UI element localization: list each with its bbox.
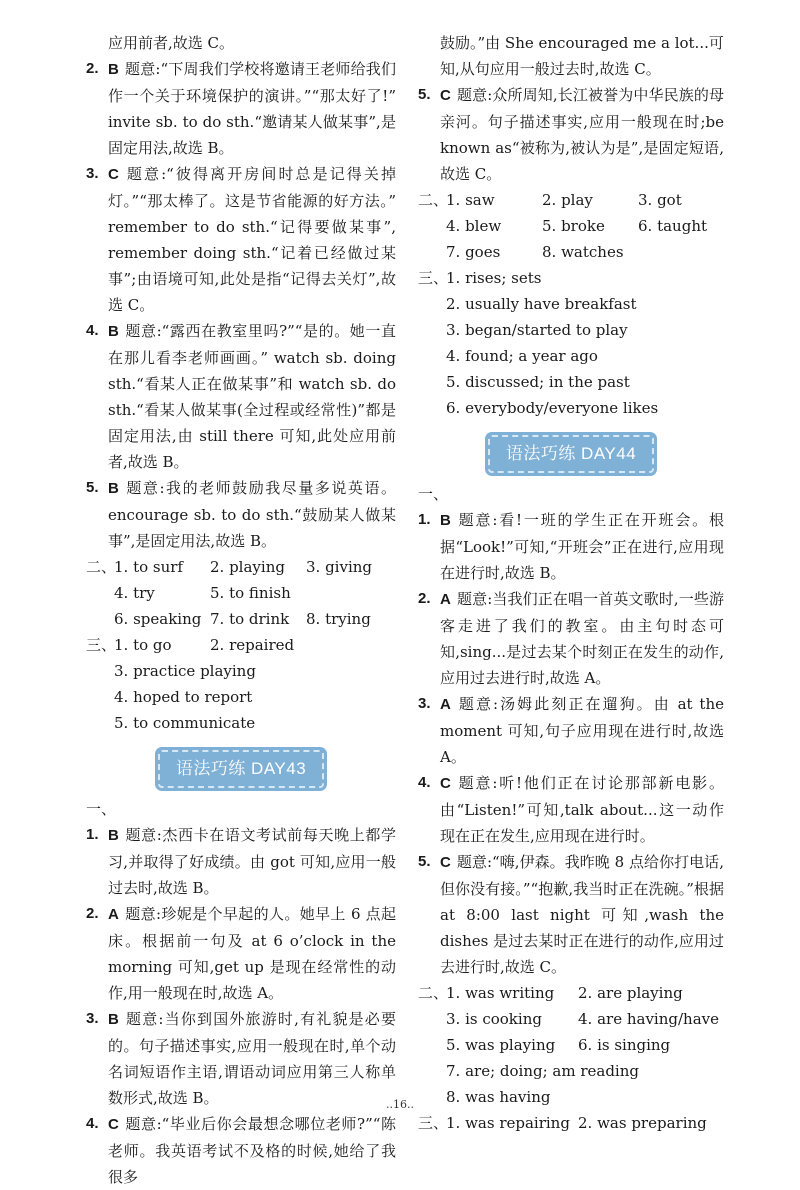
answer: 3. began/started to play xyxy=(446,321,628,339)
answer: 8. was having xyxy=(446,1088,551,1106)
answer-letter: B xyxy=(440,512,451,529)
answer: 2. usually have breakfast xyxy=(446,295,637,313)
section-two-right xyxy=(418,187,724,265)
continuation-text: 鼓励。”由 She encouraged me a lot...可知,从句应用一般过去时,故选 C。 xyxy=(440,34,724,78)
answer: 8. trying xyxy=(306,610,371,628)
answer-item xyxy=(86,475,396,554)
section-label: 三、 xyxy=(418,1114,449,1132)
section-one-label: 一、 xyxy=(418,485,449,503)
explanation: 题意:当我们正在唱一首英文歌时,一些游客走进了我们的教室。由主句时态可知,sing...是过去某个时刻正在发生的动作,应用过去进行时,故选 A。 xyxy=(440,590,724,687)
answer: 2. play xyxy=(542,191,593,209)
answer: 5. to communicate xyxy=(114,714,256,732)
section-three-right xyxy=(418,265,724,421)
answer-letter: B xyxy=(108,61,119,78)
answer: 1. to go xyxy=(114,636,172,654)
answer: 2. was preparing xyxy=(578,1114,707,1132)
answer-letter: C xyxy=(108,166,119,183)
answer-row xyxy=(446,239,724,265)
answer-item xyxy=(86,1006,396,1111)
day43-banner: 语法巧练 DAY43 xyxy=(158,750,324,788)
answer-item xyxy=(86,161,396,318)
explanation: 题意:珍妮是个早起的人。她早上 6 点起床。根据前一句及 at 6 o’clock in the morning 可知,get up 是现在经常性的动作,用一般现在时,故选 A。 xyxy=(108,905,396,1002)
answer: 1. was writing xyxy=(446,984,555,1002)
right-column xyxy=(418,30,724,1136)
answer-letter: C xyxy=(440,854,451,871)
answer: 5. discussed; in the past xyxy=(446,373,630,391)
item-number: 4. xyxy=(86,322,99,339)
answer-item xyxy=(86,822,396,901)
section-two-right-b xyxy=(418,980,724,1110)
explanation: 题意:“下周我们学校将邀请王老师给我们作一个关于环境保护的演讲。”“那太好了!” invite sb. to do sth.“邀请某人做某事”,是固定用法,故选 B。 xyxy=(108,60,396,157)
section-label: 二、 xyxy=(418,984,449,1002)
answer: 5. broke xyxy=(542,217,605,235)
answer: 5. to finish xyxy=(210,584,291,602)
explanation: 题意:汤姆此刻正在遛狗。由 at the moment 可知,句子应用现在进行时,故选 A。 xyxy=(440,695,724,766)
explanation: 题意:“毕业后你会最想念哪位老师?”“陈老师。我英语考试不及格的时候,她给了我很多 xyxy=(108,1115,396,1186)
explanation: 题意:看!一班的学生正在开班会。根据“Look!”可知,“开班会”正在进行,应用现在进行时,故选 B。 xyxy=(440,511,724,582)
section-two-left xyxy=(86,554,396,632)
answer-item xyxy=(418,82,724,187)
section-label: 三、 xyxy=(418,269,449,287)
item-number: 2. xyxy=(86,905,99,922)
answer: 4. hoped to report xyxy=(114,688,253,706)
answer: 1. was repairing xyxy=(446,1114,570,1132)
section-three-left xyxy=(86,632,396,736)
explanation: 题意:“露西在教室里吗?”“是的。她一直在那儿看李老师画画。” watch sb. doing sth.“看某人正在做某事”和 watch sb. do sth.“看某人做某事(全过程或经常性)”都是固定用法,由 still there 可知,此处应用前者,故选 B。 xyxy=(108,322,396,471)
answer: 7. to drink xyxy=(210,610,290,628)
section-label: 二、 xyxy=(86,558,117,576)
answer-row xyxy=(114,606,396,632)
answer: 5. was playing xyxy=(446,1036,556,1054)
answer-letter: A xyxy=(440,591,451,608)
explanation: 题意:当你到国外旅游时,有礼貌是必要的。句子描述事实,应用一般现在时,单个动名词短语作主语,谓语动词应用第三人称单数形式,故选 B。 xyxy=(108,1010,396,1107)
answer-row xyxy=(114,554,396,580)
answer-row xyxy=(446,1110,724,1136)
answer: 7. are; doing; am reading xyxy=(446,1062,639,1080)
section-one-label: 一、 xyxy=(86,800,117,818)
answer: 4. blew xyxy=(446,217,502,235)
answer-letter: B xyxy=(108,1011,119,1028)
answer-letter: B xyxy=(108,480,119,497)
answer: 1. rises; sets xyxy=(446,269,542,287)
answer: 2. playing xyxy=(210,558,285,576)
answer-row xyxy=(446,1032,724,1058)
item-number: 1. xyxy=(418,511,431,528)
answer-row xyxy=(114,580,396,606)
left-column xyxy=(86,30,396,1190)
answer-row xyxy=(446,213,724,239)
explanation: 题意:杰西卡在语文考试前每天晚上都学习,并取得了好成绩。由 got 可知,应用一般过去时,故选 B。 xyxy=(108,826,396,897)
item-number: 3. xyxy=(418,695,431,712)
item-number: 5. xyxy=(86,479,99,496)
item-number: 3. xyxy=(86,1010,99,1027)
answer-letter: B xyxy=(108,323,119,340)
answer: 6. taught xyxy=(638,217,708,235)
answer-letter: A xyxy=(108,906,119,923)
answer: 1. saw xyxy=(446,191,495,209)
item-number: 2. xyxy=(86,60,99,77)
answer-row xyxy=(446,980,724,1006)
item-number: 3. xyxy=(86,165,99,182)
answer-letter: C xyxy=(108,1116,119,1133)
answer: 4. try xyxy=(114,584,155,602)
item-number: 2. xyxy=(418,590,431,607)
answer-item xyxy=(418,586,724,691)
explanation: 题意:“嗨,伊森。我昨晚 8 点给你打电话,但你没有接。”“抱歉,我当时正在洗碗。”根据 at 8:00 last night 可知,wash the dishes 是过去某时正在进行的动作,应用过去进行时,故选 C。 xyxy=(440,853,724,976)
day-banner-wrapper xyxy=(86,750,396,788)
answer-item xyxy=(86,318,396,475)
answer: 4. are having/have xyxy=(578,1010,719,1028)
explanation: 题意:“彼得离开房间时总是记得关掉灯。”“那太棒了。这是节省能源的好方法。” remember to do sth.“记得要做某事”, remember doing sth.“记着已经做过某事”;由语境可知,此处是指“记得去关灯”,故选 C。 xyxy=(108,165,396,314)
item-number: 1. xyxy=(86,826,99,843)
answer: 1. to surf xyxy=(114,558,183,576)
section-three-right-b xyxy=(418,1110,724,1136)
answer-row xyxy=(446,1006,724,1032)
answer: 3. giving xyxy=(306,558,373,576)
item-number: 5. xyxy=(418,86,431,103)
answer: 6. speaking xyxy=(114,610,202,628)
day-banner-wrapper xyxy=(418,435,724,473)
item-number: 4. xyxy=(86,1115,99,1132)
explanation: 题意:我的老师鼓励我尽量多说英语。encourage sb. to do sth.“鼓励某人做某事”,是固定用法,故选 B。 xyxy=(108,479,396,550)
answer: 3. got xyxy=(638,191,682,209)
answer: 3. practice playing xyxy=(114,662,256,680)
answer-letter: C xyxy=(440,87,451,104)
day44-banner: 语法巧练 DAY44 xyxy=(488,435,654,473)
answer: 2. repaired xyxy=(210,636,295,654)
answer: 4. found; a year ago xyxy=(446,347,598,365)
answer: 2. are playing xyxy=(578,984,683,1002)
answer-item xyxy=(86,56,396,161)
explanation: 题意:听!他们正在讨论那部新电影。由“Listen!”可知,talk about...这一动作现在正在发生,应用现在进行时。 xyxy=(440,774,724,845)
answer-item xyxy=(418,770,724,849)
answer-row xyxy=(446,187,724,213)
answer: 6. everybody/everyone likes xyxy=(446,399,659,417)
explanation: 题意:众所周知,长江被誉为中华民族的母亲河。句子描述事实,应用一般现在时;be known as“被称为,被认为是”,是固定短语,故选 C。 xyxy=(440,86,724,183)
answer: 8. watches xyxy=(542,243,624,261)
answer-letter: A xyxy=(440,696,451,713)
answer-item xyxy=(418,691,724,770)
answer: 3. is cooking xyxy=(446,1010,542,1028)
answer: 7. goes xyxy=(446,243,501,261)
page-number: ..16.. xyxy=(386,1098,414,1111)
answer-item xyxy=(86,1111,396,1190)
item-number: 5. xyxy=(418,853,431,870)
answer: 6. is singing xyxy=(578,1036,671,1054)
item-number: 4. xyxy=(418,774,431,791)
section-label: 二、 xyxy=(418,191,449,209)
answer-item xyxy=(418,849,724,980)
answer-letter: B xyxy=(108,827,119,844)
continuation-text: 应用前者,故选 C。 xyxy=(108,34,235,52)
section-label: 三、 xyxy=(86,636,117,654)
answer-letter: C xyxy=(440,775,451,792)
answer-row xyxy=(114,632,396,658)
answer-item xyxy=(86,901,396,1006)
answer-item xyxy=(418,507,724,586)
